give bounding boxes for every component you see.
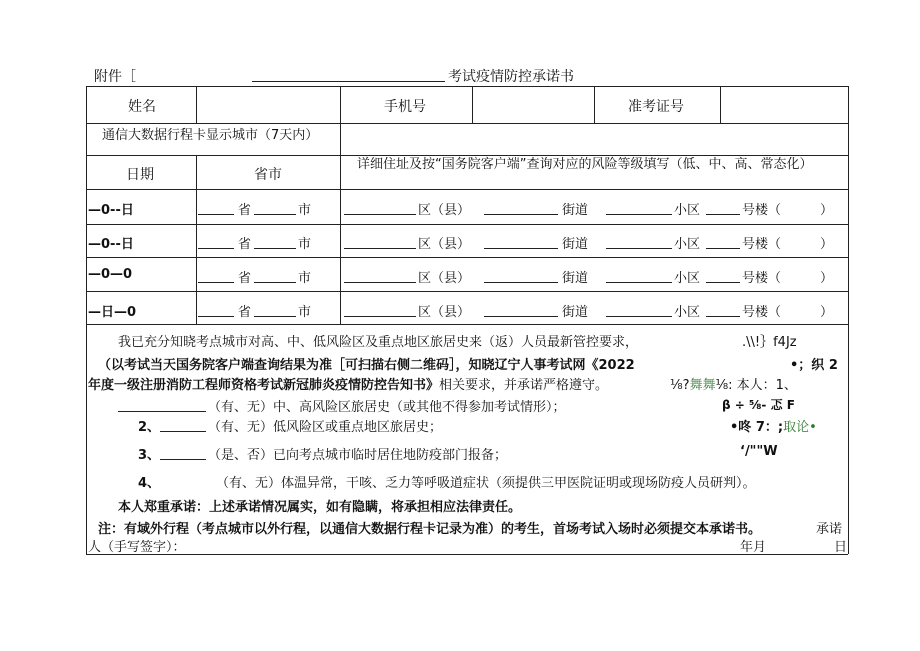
row-divider: [86, 155, 848, 156]
province-label: 省: [238, 237, 252, 252]
pledge-line3b: 相关要求，并承诺严格遵守。: [439, 378, 609, 393]
risk-close-paren: ）: [820, 203, 834, 218]
item1-tail: β ÷ ⅝- 忑 F: [722, 398, 795, 412]
street-blank[interactable]: [484, 200, 558, 215]
item4-number: 4、: [138, 476, 161, 491]
community-label: 小区: [674, 203, 701, 218]
year-month-label: 年月: [740, 540, 767, 555]
province-label: 省: [238, 203, 252, 218]
item3-number: 3、: [138, 448, 161, 463]
note-text: 注：有域外行程（考点城市以外行程，以通信大数据行程卡记录为准）的考生，首场考试入场时必须提交本承诺书。: [98, 522, 762, 537]
province-city-label: 省市: [254, 167, 282, 183]
title-blank-line: [252, 81, 445, 82]
trip-city-field[interactable]: [342, 125, 846, 153]
col-divider: [196, 86, 197, 123]
phone-label: 手机号: [384, 99, 426, 115]
building-label: 号楼（: [742, 203, 782, 218]
street-label: 街道: [562, 305, 589, 320]
city-blank[interactable]: [254, 234, 296, 249]
district-blank[interactable]: [344, 268, 416, 283]
province-label: 省: [238, 271, 252, 286]
item2-tail1: •咚 7：;: [730, 420, 784, 435]
district-label: 区（县）: [418, 237, 471, 252]
pledge-line3a: 年度一级注册消防工程师资格考试新冠肺炎疫情防控告知书》: [88, 378, 440, 393]
row-divider: [86, 123, 848, 124]
attachment-label: 附件［: [94, 69, 136, 85]
building-blank[interactable]: [706, 302, 740, 317]
building-blank[interactable]: [706, 268, 740, 283]
building-label: 号楼（: [742, 271, 782, 286]
district-label: 区（县）: [418, 203, 471, 218]
trip-city-label: 通信大数据行程卡显示城市（7天内）: [102, 128, 319, 143]
item2-tail2: 取论•: [783, 420, 817, 435]
row-date: —0--日: [88, 237, 134, 252]
pledge-line3-tail3: ⅛: 本人：1、: [715, 378, 797, 393]
building-label: 号楼（: [742, 237, 782, 252]
phone-field[interactable]: [474, 88, 592, 121]
table-top-border: [86, 86, 848, 87]
pledge-line2: （以考试当天国务院客户端查询结果为准［可扫描右侧二维码］，知晓辽宁人事考试网《2022: [98, 358, 635, 373]
building-blank[interactable]: [706, 234, 740, 249]
community-blank[interactable]: [606, 234, 672, 249]
row-date: —0—0: [88, 267, 133, 282]
ticket-field[interactable]: [722, 88, 846, 121]
note-tail: 承诺: [816, 522, 843, 537]
item1-blank[interactable]: [118, 397, 206, 412]
province-blank[interactable]: [198, 268, 234, 283]
district-label: 区（县）: [418, 271, 471, 286]
district-label: 区（县）: [418, 305, 471, 320]
district-blank[interactable]: [344, 200, 416, 215]
col-divider: [340, 123, 341, 324]
pledge-line3-tail1: ⅛?: [670, 378, 690, 393]
city-label: 市: [298, 305, 312, 320]
solemn-pledge: 本人郑重承诺：上述承诺情况属实，如有隐瞒，将承担相应法律责任。: [118, 500, 522, 515]
street-blank[interactable]: [484, 268, 558, 283]
name-label: 姓名: [128, 99, 156, 115]
day-label: 日: [834, 540, 848, 555]
item3-tail: ‘/""W: [740, 444, 778, 459]
risk-close-paren: ）: [820, 271, 834, 286]
item2-blank[interactable]: [160, 417, 206, 432]
risk-close-paren: ）: [820, 237, 834, 252]
signature-field[interactable]: [210, 534, 710, 552]
item2-text: （有、无）低风险区或重点地区旅居史；: [208, 420, 443, 435]
address-label: 详细住址及按“国务院客户端”查询对应的风险等级填写（低、中、高、常态化）: [357, 157, 813, 172]
col-divider: [594, 86, 595, 123]
community-blank[interactable]: [606, 302, 672, 317]
pledge-line1-tail: .\\!｝f4Jz: [742, 335, 797, 350]
item3-blank[interactable]: [160, 445, 206, 460]
item3-text: （是、否）已向考点城市临时居住地防疫部门报备；: [208, 448, 508, 463]
city-label: 市: [298, 271, 312, 286]
pledge-line1: 我已充分知晓考点城市对高、中、低风险区及重点地区旅居史来（返）人员最新管控要求，: [118, 335, 639, 350]
community-label: 小区: [674, 237, 701, 252]
community-label: 小区: [674, 271, 701, 286]
name-field[interactable]: [198, 88, 338, 121]
col-divider: [720, 86, 721, 123]
community-label: 小区: [674, 305, 701, 320]
province-label: 省: [238, 305, 252, 320]
ticket-label: 准考证号: [628, 99, 684, 115]
province-blank[interactable]: [198, 302, 234, 317]
district-blank[interactable]: [344, 234, 416, 249]
city-blank[interactable]: [254, 302, 296, 317]
street-label: 街道: [562, 271, 589, 286]
city-blank[interactable]: [254, 268, 296, 283]
item2-number: 2、: [138, 420, 161, 435]
community-blank[interactable]: [606, 268, 672, 283]
row-date: —日—0: [88, 305, 137, 320]
row-divider: [86, 291, 848, 292]
street-blank[interactable]: [484, 302, 558, 317]
building-label: 号楼（: [742, 305, 782, 320]
item1-text: （有、无）中、高风险区旅居史（或其他不得参加考试情形）；: [208, 400, 566, 415]
row-divider: [86, 257, 848, 258]
district-blank[interactable]: [344, 302, 416, 317]
col-divider: [196, 155, 197, 324]
page-title: 考试疫情防控承诺书: [448, 69, 574, 85]
street-label: 街道: [562, 237, 589, 252]
city-label: 市: [298, 203, 312, 218]
date-label: 日期: [126, 167, 154, 183]
row-divider: [86, 189, 848, 190]
row-divider: [86, 324, 848, 325]
col-divider: [472, 86, 473, 123]
street-blank[interactable]: [484, 234, 558, 249]
item4-text: （有、无）体温异常，干咳、乏力等呼吸道症状（须提供三甲医院证明或现场防疫人员研判）。: [216, 476, 756, 491]
col-divider: [340, 86, 341, 123]
risk-close-paren: ）: [820, 305, 834, 320]
pledge-line2-tail: •；织 2: [790, 358, 838, 373]
city-blank[interactable]: [254, 200, 296, 215]
community-blank[interactable]: [606, 200, 672, 215]
table-bottom-border: [86, 554, 848, 555]
table-left-border: [86, 86, 87, 554]
province-blank[interactable]: [198, 200, 234, 215]
province-blank[interactable]: [198, 234, 234, 249]
pledge-line3-tail2: 舞舞: [689, 378, 716, 393]
city-label: 市: [298, 237, 312, 252]
table-right-border: [848, 86, 849, 554]
street-label: 街道: [562, 203, 589, 218]
building-blank[interactable]: [706, 200, 740, 215]
row-divider: [86, 224, 848, 225]
signer-label: 人（手写签字）：: [88, 540, 186, 555]
row-date: —0--日: [88, 203, 134, 218]
